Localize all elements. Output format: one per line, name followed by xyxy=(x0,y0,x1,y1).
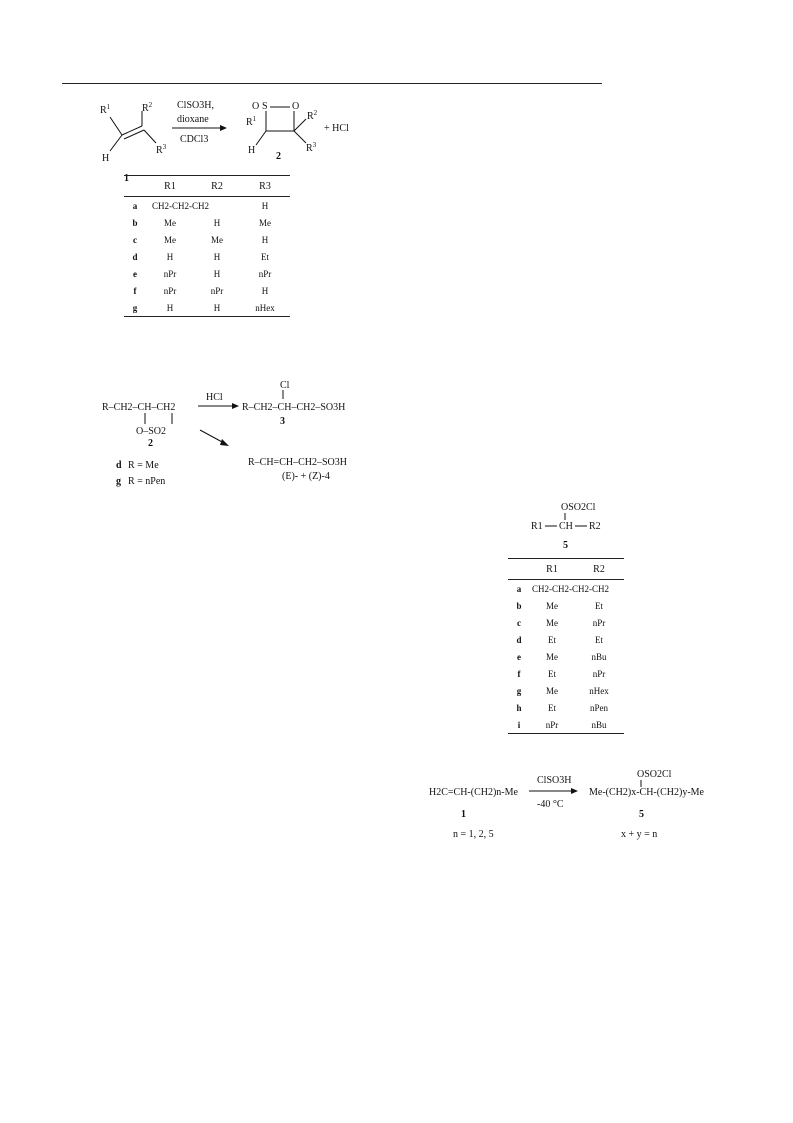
t1-r3-c1: H xyxy=(166,251,174,262)
t1-r2-c3: H xyxy=(261,234,269,245)
t2-r7-c1: Et xyxy=(548,702,556,713)
p-r3-label: $R^3$ xyxy=(306,141,317,154)
p-r1-label: $R^1$ xyxy=(246,115,257,128)
t2-r4-c1: Me xyxy=(546,651,558,662)
t1-r4-c3: nPr xyxy=(258,268,272,279)
s2-def-d-key: d xyxy=(116,460,122,471)
t2-r3-key: d xyxy=(516,634,522,645)
s4-reagent: ClSO3H xyxy=(537,775,572,786)
s4-reactant-label: 1 xyxy=(461,809,466,820)
o-label: O xyxy=(292,101,300,112)
t2-r1-c1: Me xyxy=(546,600,558,611)
s-label: S xyxy=(262,101,268,112)
scheme-3 xyxy=(525,498,635,556)
t1-r6-c1: H xyxy=(166,302,174,313)
t2-h1: R1 xyxy=(530,559,574,580)
t1-r1-key: b xyxy=(132,217,138,228)
s2-label-4: (E)- + (Z)-4 xyxy=(282,471,330,482)
t1-r6-c3: nHex xyxy=(255,302,275,313)
r2-label: $R^2$ xyxy=(142,101,153,114)
t2-r8-c2: nBu xyxy=(591,719,607,730)
t2-h0 xyxy=(508,559,530,580)
h-label: H xyxy=(102,153,110,164)
t1-h1: R1 xyxy=(146,176,194,197)
scheme-4 xyxy=(425,765,725,845)
t1-r3-c3: Et xyxy=(261,251,269,262)
reaction-arrow-1 xyxy=(172,100,227,145)
t2-r6-c1: Me xyxy=(546,685,558,696)
t1-r6-key: g xyxy=(132,302,138,313)
condition-1: ClSO3H, xyxy=(177,100,214,111)
t1-r2-c2: Me xyxy=(211,234,223,245)
s2-def-g-key: g xyxy=(116,476,121,487)
t1-r5-c1: nPr xyxy=(163,285,177,296)
s2-cl: Cl xyxy=(280,380,290,391)
t1-r1-c1: Me xyxy=(164,217,176,228)
t2-r4-c2: nBu xyxy=(591,651,607,662)
t2-r2-c1: Me xyxy=(546,617,558,628)
sultone-2 xyxy=(246,101,318,162)
s2-product-3: R–CH2–CH–CH2–SO3H xyxy=(242,402,346,413)
t2-r2-c2: nPr xyxy=(592,617,606,628)
t1-r5-c3: H xyxy=(261,285,269,296)
condition-2: dioxane xyxy=(177,114,209,125)
t1-r1-c3: Me xyxy=(259,217,271,228)
t1-r4-c2: H xyxy=(213,268,221,279)
t2-r3-c2: Et xyxy=(595,634,603,645)
hcl-byproduct: + HCl xyxy=(324,123,349,134)
alkene-1 xyxy=(100,101,167,184)
compound-2-label: 2 xyxy=(276,151,281,162)
s3-right: R2 xyxy=(589,521,601,532)
t2-r0-c1: CH2-CH2-CH2-CH2 xyxy=(530,580,624,598)
compound-1-label: 1 xyxy=(124,173,129,184)
p-h-label: H xyxy=(248,145,256,156)
s2-def-d: R = Me xyxy=(128,460,159,471)
t2-h2: R2 xyxy=(574,559,624,580)
t1-h3: R3 xyxy=(240,176,290,197)
header-rule xyxy=(62,83,602,84)
t2-r5-key: f xyxy=(517,668,521,679)
t2-r4-key: e xyxy=(517,651,521,662)
s2-reagent: HCl xyxy=(206,392,223,403)
t1-r5-key: f xyxy=(133,285,137,296)
t2-r1-c2: Et xyxy=(595,600,603,611)
t2-r0-key: a xyxy=(508,580,530,598)
p-r2-label: $R^2$ xyxy=(307,109,318,122)
substituent-table-2 xyxy=(508,558,624,734)
s3-top: OSO2Cl xyxy=(561,502,596,513)
scheme-1 xyxy=(80,95,400,184)
s4-n-values: n = 1, 2, 5 xyxy=(453,829,494,840)
t1-r0-key: a xyxy=(124,197,146,215)
t2-r5-c1: Et xyxy=(548,668,556,679)
scheme-2 xyxy=(100,380,380,495)
s3-label: 5 xyxy=(563,540,568,551)
s4-reactant: H2C=CH-(CH2)n-Me xyxy=(429,787,518,798)
t1-r4-key: e xyxy=(133,268,137,279)
s2-product-4: R–CH=CH–CH2–SO3H xyxy=(248,457,347,468)
r1-label: $R^1$ xyxy=(100,103,111,116)
s4-product-label: 5 xyxy=(639,809,644,820)
t1-r0-c3: H xyxy=(240,197,290,215)
s3-ch: CH xyxy=(559,521,573,532)
s3-left: R1 xyxy=(531,521,543,532)
s2-label-2: 2 xyxy=(148,438,153,449)
t2-r7-key: h xyxy=(516,702,522,713)
t1-r3-c2: H xyxy=(213,251,221,262)
condition-3: CDCl3 xyxy=(180,134,209,145)
s2-label-3: 3 xyxy=(280,416,285,427)
r3-label: $R^3$ xyxy=(156,143,167,156)
t2-r6-c2: nHex xyxy=(589,685,609,696)
t1-r3-key: d xyxy=(132,251,138,262)
t2-r8-key: i xyxy=(517,719,521,730)
t2-r8-c1: nPr xyxy=(545,719,559,730)
t1-h2: R2 xyxy=(194,176,240,197)
t1-r2-c1: Me xyxy=(164,234,176,245)
t1-r1-c2: H xyxy=(213,217,221,228)
t1-r5-c2: nPr xyxy=(210,285,224,296)
t2-r3-c1: Et xyxy=(548,634,556,645)
t2-r1-key: b xyxy=(516,600,522,611)
t2-r2-key: c xyxy=(517,617,521,628)
s4-temp: -40 °C xyxy=(537,799,564,810)
s4-product-top: OSO2Cl xyxy=(637,769,672,780)
o2-label: O xyxy=(252,101,260,112)
s2-ring: O–SO2 xyxy=(136,426,167,437)
substituent-table-1 xyxy=(124,175,290,317)
s2-def-g: R = nPen xyxy=(128,476,166,487)
t2-r6-key: g xyxy=(516,685,522,696)
t1-r6-c2: H xyxy=(213,302,221,313)
s4-constraint: x + y = n xyxy=(621,829,658,840)
t2-r7-c2: nPen xyxy=(590,702,608,713)
t1-r4-c1: nPr xyxy=(163,268,177,279)
t1-h0 xyxy=(124,176,146,197)
s4-product: Me-(CH2)x-CH-(CH2)y-Me xyxy=(589,787,704,798)
t2-r5-c2: nPr xyxy=(592,668,606,679)
s2-start: R–CH2–CH–CH2 xyxy=(102,402,176,413)
t1-r0-c1: CH2-CH2-CH2 xyxy=(146,197,240,215)
t1-r2-key: c xyxy=(133,234,137,245)
